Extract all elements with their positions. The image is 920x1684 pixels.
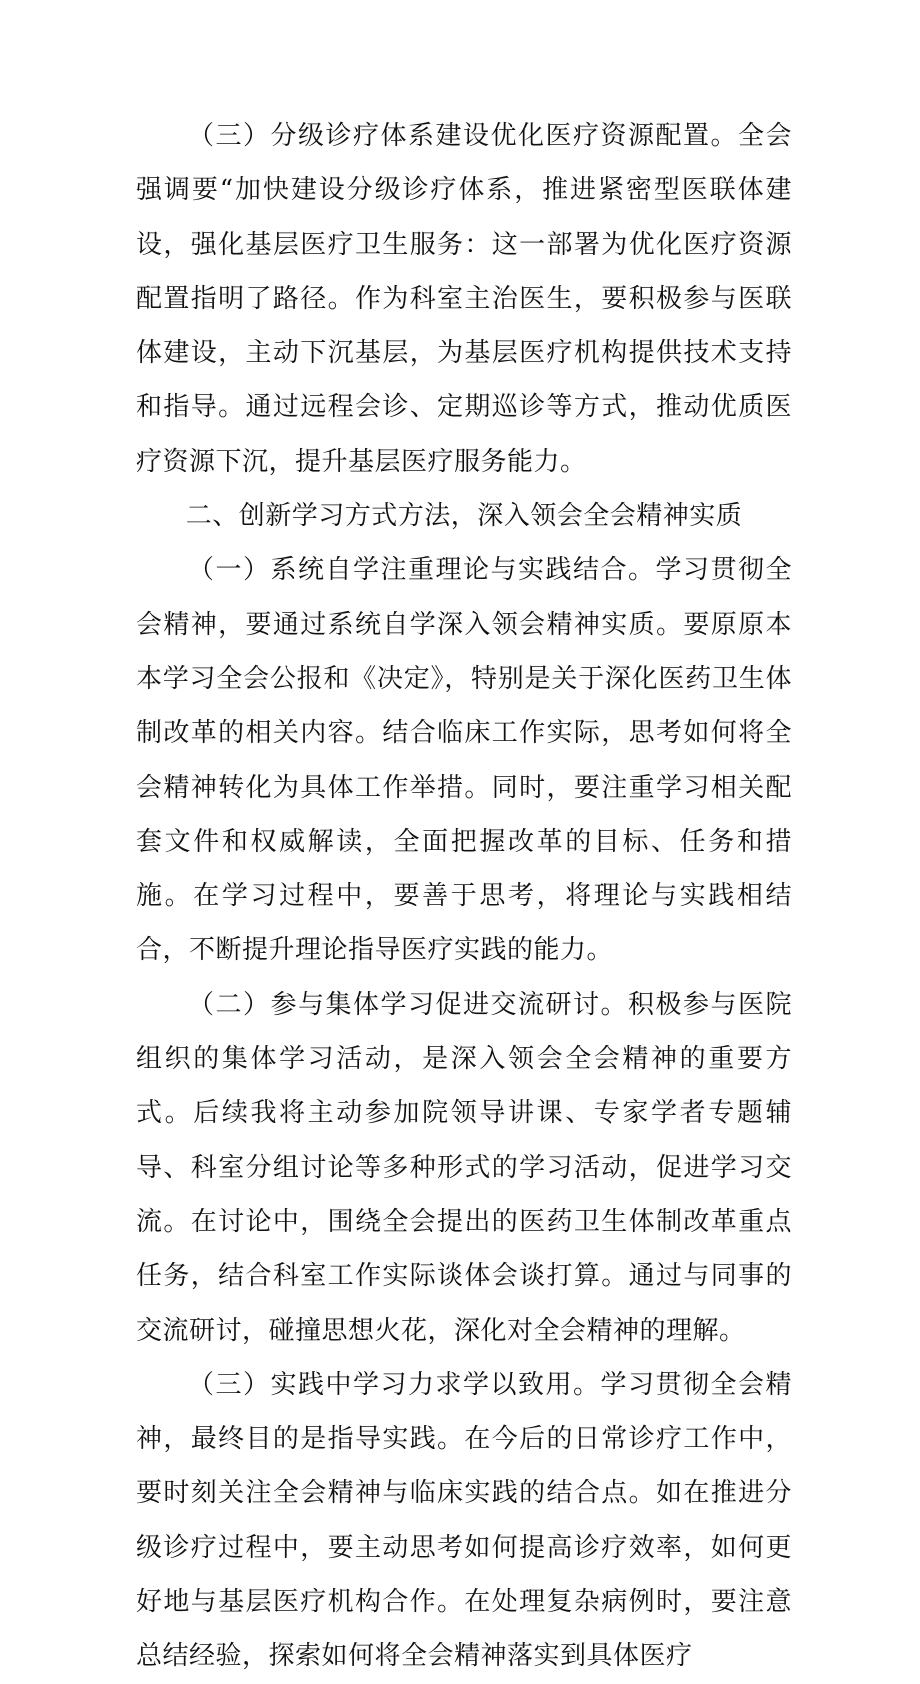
section-heading: 二、创新学习方式方法，深入领会全会精神实质 — [185, 501, 743, 532]
paragraph-practice-study: （三）实践中学习力求学以致用。学习贯彻全会精神，最终目的是指导实践。在今后的日常诊疗工作中，要时刻关注全会精神与临床实践的结合点。如在推进分级诊疗过程中，要主动思考如何提高诊疗效率，如何更好地与基层医疗机构合作。在处理复杂病例时，要注意总结经验，探索如何将全会精神落实到具体医疗 — [136, 1369, 792, 1672]
document-body — [136, 109, 792, 1684]
paragraph-self-study: （一）系统自学注重理论与实践结合。学习贯彻全会精神，要通过系统自学深入领会精神实质。要原原本本学习全会公报和《决定》，特别是关于深化医药卫生体制改革的相关内容。结合临床工作实际，思考如何将全会精神转化为具体工作举措。同时，要注重学习相关配套文件和权威解读，全面把握改革的目标、任务和措施。在学习过程中，要善于思考，将理论与实践相结合，不断提升理论指导医疗实践的能力。 — [136, 555, 792, 966]
paragraph-tiered-care: （三）分级诊疗体系建设优化医疗资源配置。全会强调要“加快建设分级诊疗体系，推进紧密型医联体建设，强化基层医疗卫生服务：这一部署为优化医疗资源配置指明了路径。作为科室主治医生，要积极参与医联体建设，主动下沉基层，为基层医疗机构提供技术支持和指导。通过远程会诊、定期巡诊等方式，推动优质医疗资源下沉，提升基层医疗服务能力。 — [136, 121, 792, 477]
paragraph-group-study: （二）参与集体学习促进交流研讨。积极参与医院组织的集体学习活动，是深入领会全会精神的重要方式。后续我将主动参加院领导讲课、专家学者专题辅导、科室分组讨论等多种形式的学习活动，促进学习交流。在讨论中，围绕全会提出的医药卫生体制改革重点任务，结合科室工作实际谈体会谈打算。通过与同事的交流研讨，碰撞思想火花，深化对全会精神的理解。 — [136, 989, 792, 1346]
